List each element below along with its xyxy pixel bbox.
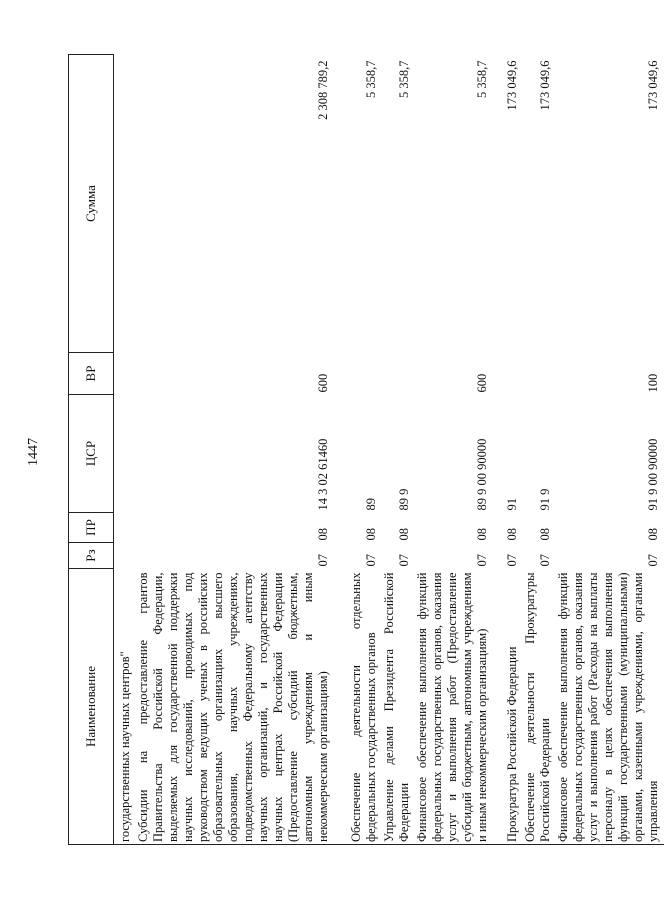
row-vr	[114, 353, 137, 395]
table-header-row	[69, 55, 114, 845]
row-vr: 100	[646, 373, 660, 393]
row-name: Прокуратура Российской Федерации	[493, 569, 523, 845]
row-vr: 600	[475, 373, 489, 393]
row-pr: 08	[538, 528, 552, 541]
table-row	[556, 55, 664, 845]
row-rz: 07	[646, 554, 660, 567]
row-pr	[114, 513, 137, 543]
row-csr: 14 3 02 61460	[316, 438, 330, 511]
budget-table	[68, 54, 664, 845]
table-row	[523, 55, 556, 845]
row-pr: 08	[646, 528, 660, 541]
row-name: Субсидии на предоставление грантов Правительства Российской Федерации, выделяемых для государственной поддержки научных исследований, проводимых под руководством ведущих ученых в российских образовательных организациях высшего образования, научных учреждениях, подведомственных Федеральному агентству научных организаций, и государственных научных центрах Российской Федерации (Предоставление субсидий бюджетным, автономным учреждениям и иным некоммерческим организациям)	[136, 569, 334, 845]
row-csr: 89 9 00 90000	[475, 438, 489, 511]
table-row	[415, 55, 493, 845]
row-name: государственных научных центров"	[114, 569, 137, 845]
row-pr: 08	[364, 528, 378, 541]
row-pr: 08	[505, 528, 519, 541]
row-name: Финансовое обеспечение выполнения функций федеральных государственных органов, оказания услуг и выполнения работ (Предоставление субсидий бюджетным, автономным учреждениям и иным некоммерческим организациям)	[415, 569, 493, 845]
row-sum: 2 308 789,2	[316, 60, 330, 120]
table-row	[493, 55, 523, 845]
row-sum: 173 049,6	[538, 60, 552, 111]
row-rz	[114, 543, 137, 569]
row-sum	[114, 55, 137, 353]
row-vr	[523, 353, 556, 395]
rotated-page-content	[68, 55, 660, 845]
row-csr: 91 9 00 90000	[646, 438, 660, 511]
table-row	[382, 55, 415, 845]
row-rz: 07	[397, 554, 411, 567]
table-row	[136, 55, 334, 845]
row-name: Финансовое обеспечение выполнения функций федеральных государственных органов, оказания услуг и выполнения работ (Расходы на выплаты персоналу в целях обеспечения выполнения функций государственными (муниципальными) органами, казенными учреждениями, органами управления	[556, 569, 664, 845]
row-sum: 173 049,6	[505, 60, 519, 111]
row-sum: 5 358,7	[475, 60, 489, 98]
header-vr: ВР	[69, 353, 114, 395]
row-csr	[114, 395, 137, 513]
header-pr: ПР	[69, 513, 114, 543]
row-sum: 5 358,7	[397, 60, 411, 98]
table-row	[114, 55, 137, 845]
row-pr: 08	[475, 528, 489, 541]
row-vr	[334, 353, 382, 395]
row-sum: 5 358,7	[364, 60, 378, 98]
row-pr: 08	[316, 528, 330, 541]
row-vr	[382, 353, 415, 395]
header-csr: ЦСР	[69, 395, 114, 513]
row-csr: 91	[505, 498, 519, 511]
row-csr: 89 9	[397, 488, 411, 511]
row-vr: 600	[316, 373, 330, 393]
row-name: Управление делами Президента Российской Федерации	[382, 569, 415, 845]
header-sum: Сумма	[69, 55, 114, 353]
row-rz: 07	[316, 554, 330, 567]
row-name: Обеспечение деятельности отдельных федеральных государственных органов	[334, 569, 382, 845]
row-rz: 07	[364, 554, 378, 567]
row-rz: 07	[538, 554, 552, 567]
table-row	[334, 55, 382, 845]
row-rz: 07	[505, 554, 519, 567]
header-name: Наименование	[69, 569, 114, 845]
row-pr: 08	[397, 528, 411, 541]
row-rz: 07	[475, 554, 489, 567]
row-name: Обеспечение деятельности Прокуратуры Российской Федерации	[523, 569, 556, 845]
row-csr: 91 9	[538, 488, 552, 511]
page-number: 1447	[26, 438, 41, 466]
header-rz: Рз	[69, 543, 114, 569]
budget-table-sheet	[68, 55, 660, 845]
row-sum: 173 049,6	[646, 60, 660, 111]
row-csr: 89	[364, 498, 378, 511]
row-vr	[493, 353, 523, 395]
